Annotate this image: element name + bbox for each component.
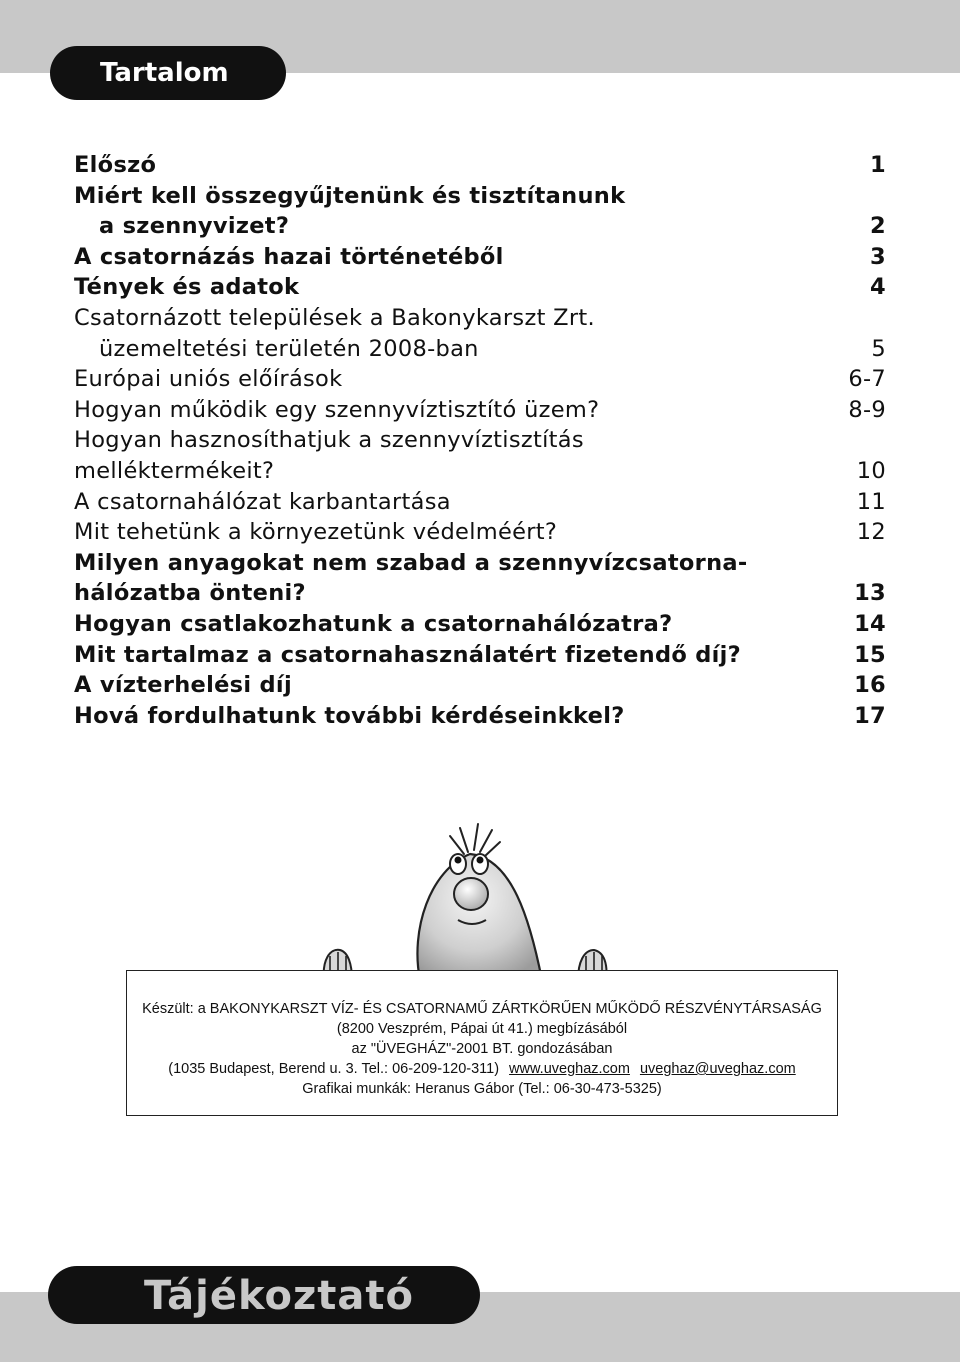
toc-entry-title: Európai uniós előírások bbox=[74, 366, 343, 393]
toc-entry bbox=[74, 364, 886, 395]
toc-entry bbox=[74, 701, 886, 732]
toc-entry bbox=[74, 303, 886, 334]
toc-entry bbox=[74, 150, 886, 181]
footer-title: Tájékoztató bbox=[144, 1273, 414, 1319]
credits-box bbox=[126, 970, 838, 1116]
toc-entry bbox=[74, 578, 886, 609]
toc-entry-title: Mit tehetünk a környezetünk védelméért? bbox=[74, 519, 558, 546]
toc-entry-title: Miért kell összegyűjtenünk és tisztítanunk bbox=[74, 182, 626, 209]
toc-entry-title: Előszó bbox=[74, 152, 157, 178]
credits-address: (8200 Veszprém, Pápai út 41.) megbízásából bbox=[336, 1021, 628, 1037]
toc-entry bbox=[74, 487, 886, 518]
toc-entry-title: A csatornázás hazai történetéből bbox=[74, 243, 504, 270]
toc-entry-page: 15 bbox=[854, 641, 886, 668]
toc-entry-title: Milyen anyagokat nem szabad a szennyvízcsatorna- bbox=[74, 549, 748, 576]
toc-entry-page: 14 bbox=[854, 610, 886, 637]
toc-entry-page: 6-7 bbox=[848, 366, 886, 393]
toc-entry-page: 13 bbox=[854, 580, 886, 607]
toc-entry bbox=[74, 640, 886, 671]
toc-entry-title: hálózatba önteni? bbox=[74, 580, 306, 607]
credits-contact-address: (1035 Budapest, Berend u. 3. Tel.: 06-209-120-311) bbox=[168, 1061, 500, 1077]
toc-entry-title: A vízterhelési díj bbox=[74, 672, 292, 699]
email-link[interactable]: uveghaz@uveghaz.com bbox=[639, 1061, 796, 1077]
toc-entry-title: Csatornázott települések a Bakonykarszt Zrt. bbox=[74, 304, 595, 331]
toc-entry bbox=[74, 181, 886, 212]
section-title-tab bbox=[50, 46, 286, 100]
website-link[interactable]: www.uveghaz.com bbox=[509, 1061, 630, 1077]
toc-entry-page: 12 bbox=[856, 519, 886, 546]
toc-entry-page: 17 bbox=[854, 702, 886, 729]
toc-entry-title: Hová fordulhatunk további kérdéseinkkel? bbox=[74, 702, 625, 729]
toc-entry-title: üzemeltetési területén 2008-ban bbox=[99, 335, 479, 362]
toc-entry-page: 10 bbox=[856, 457, 886, 484]
credits-editor: az "ÜVEGHÁZ"-2001 BT. gondozásában bbox=[351, 1041, 613, 1057]
section-title: Tartalom bbox=[100, 58, 229, 88]
toc-entry bbox=[74, 211, 886, 242]
credits-graphics: Grafikai munkák: Heranus Gábor (Tel.: 06-30-473-5325) bbox=[302, 1081, 662, 1097]
toc-entry-title: Hogyan működik egy szennyvíztisztító üzem? bbox=[74, 396, 600, 423]
toc-entry-title: Mit tartalmaz a csatornahasználatért fizetendő díj? bbox=[74, 641, 742, 668]
toc-entry-title: Hogyan csatlakozhatunk a csatornahálózatra? bbox=[74, 610, 673, 637]
toc-entry bbox=[74, 395, 886, 426]
toc-entry-page: 8-9 bbox=[848, 396, 886, 423]
credits-contact bbox=[127, 1059, 837, 1079]
toc-entry bbox=[74, 425, 886, 456]
toc-entry bbox=[74, 548, 886, 579]
toc-entry-page: 1 bbox=[870, 152, 886, 178]
mascot-illustration bbox=[290, 820, 640, 980]
toc-entry bbox=[74, 242, 886, 273]
table-of-contents bbox=[74, 150, 886, 731]
toc-entry bbox=[74, 670, 886, 701]
toc-entry bbox=[74, 517, 886, 548]
toc-entry-title: Tények és adatok bbox=[74, 274, 300, 301]
credits-publisher: Készült: a BAKONYKARSZT VÍZ- ÉS CSATORNAMŰ ZÁRTKÖRŰEN MŰKÖDŐ RÉSZVÉNYTÁRSASÁG bbox=[142, 1001, 822, 1017]
toc-entry-page: 5 bbox=[871, 335, 886, 362]
toc-entry bbox=[74, 456, 886, 487]
toc-entry-title: Hogyan hasznosíthatjuk a szennyvíztisztítás bbox=[74, 427, 584, 454]
toc-entry-page: 2 bbox=[870, 213, 886, 240]
toc-entry-page: 11 bbox=[856, 488, 886, 515]
toc-entry bbox=[74, 334, 886, 365]
toc-entry bbox=[74, 272, 886, 303]
toc-entry-page: 4 bbox=[870, 274, 886, 301]
toc-entry-title: a szennyvizet? bbox=[99, 213, 290, 240]
toc-entry-title: melléktermékeit? bbox=[74, 457, 275, 484]
toc-entry-page: 3 bbox=[870, 243, 886, 270]
toc-entry-title: A csatornahálózat karbantartása bbox=[74, 488, 451, 515]
toc-entry bbox=[74, 609, 886, 640]
toc-entry-page: 16 bbox=[854, 672, 886, 699]
